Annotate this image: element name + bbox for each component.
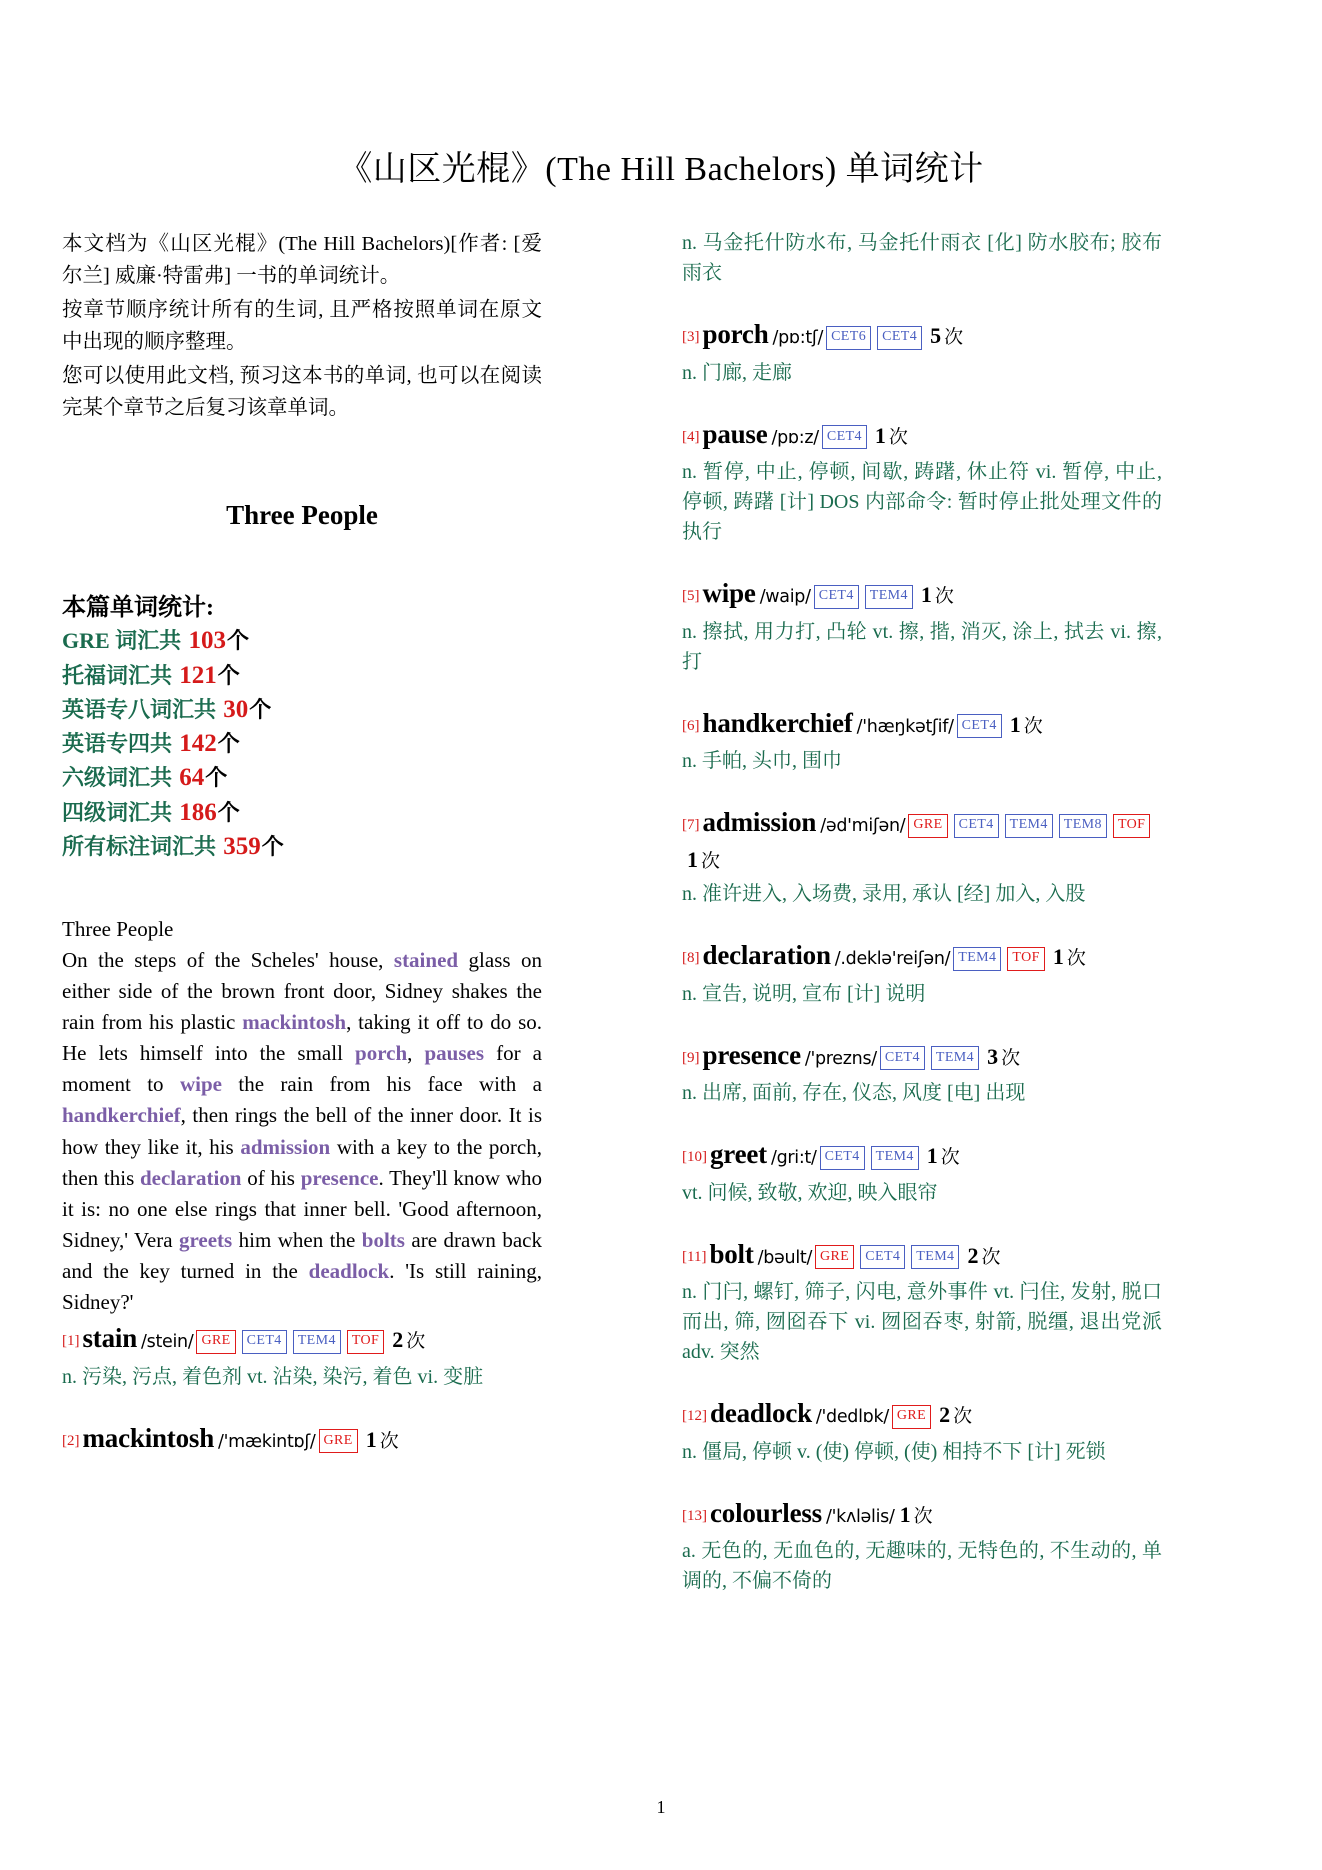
word-headword[interactable]: pause [702, 418, 768, 449]
statistics-list [62, 624, 542, 864]
word-occurrence-unit: 次 [701, 850, 721, 872]
word-definition: vt. 问候, 致敬, 欢迎, 映入眼帘 [682, 1181, 938, 1204]
statistics-label: 四级词汇共 [62, 799, 173, 825]
word-definition: a. 无色的, 无血色的, 无趣味的, 无特色的, 不生动的, 单调的, 不偏不倚的 [682, 1540, 1162, 1592]
word-phonetic: /.deklə'reiʃən/ [834, 949, 951, 969]
word-entry-header [682, 1035, 1162, 1076]
word-level-tag: TEM4 [293, 1330, 341, 1354]
word-occurrence-unit: 次 [379, 1430, 399, 1452]
statistics-label: GRE 词汇共 [62, 628, 182, 654]
story-segment: with a key to the porch, then this [62, 1134, 542, 1190]
story-segment: On the steps of the Scheles' house, [62, 948, 394, 973]
word-level-tag: TEM4 [871, 1146, 919, 1170]
statistics-unit: 个 [249, 696, 272, 722]
word-entry [682, 228, 1162, 288]
statistics-value: 359 [217, 832, 261, 860]
word-headword[interactable]: admission [702, 807, 817, 837]
story-segment: glass on either side of the brown front door, Sidney shakes the rain from his plastic [62, 948, 543, 1035]
two-column-body [62, 228, 1262, 1788]
left-word-entry-list [62, 1318, 542, 1458]
word-phonetic: /bəult/ [757, 1247, 813, 1268]
word-headword[interactable]: deadlock [710, 1398, 812, 1428]
word-entry-header [682, 1493, 1162, 1534]
word-level-tag: TOF [347, 1330, 384, 1354]
word-entry-header [682, 414, 1162, 455]
word-headword[interactable]: stain [82, 1323, 138, 1354]
word-headword[interactable]: bolt [709, 1238, 754, 1269]
word-entry [682, 703, 1162, 777]
word-definition: n. 宣告, 说明, 宣布 [计] 说明 [682, 982, 926, 1005]
word-index: [5] [682, 588, 700, 604]
word-occurrence-unit: 次 [888, 426, 908, 448]
highlighted-word[interactable]: stained [393, 948, 459, 973]
word-occurrence-unit: 次 [1023, 715, 1043, 737]
word-occurrence-unit: 次 [940, 1147, 960, 1168]
story-excerpt [62, 914, 542, 1318]
word-headword[interactable]: greet [710, 1139, 767, 1169]
word-level-tag: GRE [815, 1245, 854, 1269]
story-segment: . They'll know who it is: no one else rings that inner bell. 'Good afternoon, Sidney,' Vera [62, 1165, 542, 1252]
word-headword[interactable]: handkerchief [702, 707, 853, 738]
word-entry [682, 1134, 1162, 1208]
statistics-row [62, 693, 542, 727]
word-phonetic: /'hæŋkətʃif/ [856, 716, 954, 737]
word-occurrence-count: 1 [1052, 944, 1064, 969]
word-occurrence-unit: 次 [953, 1406, 973, 1427]
word-definition: n. 污染, 污点, 着色剂 vt. 沾染, 染污, 着色 vi. 变脏 [62, 1365, 484, 1388]
word-occurrence-count: 1 [899, 1501, 911, 1527]
statistics-row [62, 761, 542, 795]
word-level-tag: CET4 [814, 585, 859, 609]
word-occurrence-unit: 次 [944, 327, 964, 348]
word-level-tag: CET4 [860, 1245, 905, 1269]
statistics-value: 186 [173, 798, 217, 826]
statistics-unit: 个 [217, 662, 240, 688]
word-entry [62, 1318, 542, 1392]
word-occurrence-unit: 次 [981, 1246, 1001, 1268]
word-entry [682, 802, 1162, 909]
word-level-tag: CET4 [820, 1146, 865, 1170]
word-level-tag: TEM4 [1005, 814, 1053, 838]
word-level-tag: TOF [1113, 814, 1150, 838]
word-index: [1] [62, 1333, 80, 1350]
word-phonetic: /'prezns/ [804, 1048, 877, 1069]
left-column [62, 228, 542, 1458]
statistics-label: 英语专四共 [62, 731, 173, 756]
story-segment: him when the [232, 1227, 362, 1252]
word-entry [682, 1234, 1162, 1368]
word-definition: n. 门廊, 走廊 [682, 361, 792, 384]
word-level-tag: TOF [1007, 947, 1044, 971]
intro-paragraph-2: 按章节顺序统计所有的生词, 且严格按照单词在原文中出现的顺序整理。 [62, 298, 542, 354]
statistics-unit: 个 [226, 628, 249, 654]
word-level-tag: CET4 [242, 1330, 287, 1354]
word-occurrence-unit: 次 [406, 1331, 426, 1353]
word-definition: n. 马金托什防水布, 马金托什雨衣 [化] 防水胶布; 胶布雨衣 [682, 232, 1162, 284]
word-index: [6] [682, 717, 700, 734]
word-phonetic: /əd'miʃən/ [820, 816, 906, 836]
highlighted-word[interactable]: mackintosh [242, 1010, 347, 1035]
word-definition: n. 僵局, 停顿 v. (使) 停顿, (使) 相持不下 [计] 死锁 [682, 1440, 1106, 1463]
word-level-tag: GRE [319, 1429, 358, 1453]
word-occurrence-unit: 次 [1066, 948, 1086, 969]
page-number: 1 [656, 1797, 666, 1817]
highlighted-word[interactable]: presence [300, 1165, 379, 1190]
word-headword[interactable]: porch [702, 319, 769, 349]
statistics-label: 六级词汇共 [62, 765, 173, 791]
word-definition: n. 准许进入, 入场费, 录用, 承认 [经] 加入, 入股 [682, 883, 1086, 905]
statistics-unit: 个 [217, 731, 240, 756]
word-phonetic: /'kʌləlis/ [826, 1506, 895, 1527]
word-entry [62, 1418, 542, 1459]
highlighted-word[interactable]: handkerchief [62, 1103, 181, 1128]
page-title: 《山区光棍》(The Hill Bachelors) 单词统计 [338, 150, 984, 188]
word-phonetic: /gri:t/ [770, 1148, 817, 1168]
word-occurrence-count: 2 [392, 1327, 404, 1353]
word-occurrence-count: 1 [687, 846, 698, 872]
word-occurrence-count: 3 [987, 1043, 999, 1069]
highlighted-word[interactable]: porch [355, 1041, 408, 1066]
statistics-row [62, 796, 542, 830]
word-entry-header [682, 573, 1162, 614]
story-segment: , taking it off to do so. He lets himself into the small [62, 1010, 542, 1066]
statistics-value: 121 [173, 661, 217, 689]
word-entry [682, 935, 1162, 1009]
statistics-unit: 个 [261, 833, 284, 859]
word-index: [12] [682, 1408, 707, 1424]
statistics-label: 英语专八词汇共 [62, 696, 217, 722]
word-occurrence-count: 1 [920, 582, 932, 607]
word-index: [3] [682, 329, 700, 345]
word-headword[interactable]: mackintosh [82, 1422, 215, 1453]
word-entry-header [62, 1318, 542, 1359]
word-level-tag: TEM8 [1059, 814, 1107, 838]
highlighted-word[interactable]: admission [240, 1134, 331, 1159]
word-occurrence-count: 1 [1009, 711, 1021, 737]
statistics-row [62, 659, 542, 693]
story-segment: for a moment to [62, 1041, 543, 1097]
word-entry [682, 1493, 1162, 1597]
word-level-tag: GRE [908, 814, 947, 838]
word-entry-header [682, 1393, 1162, 1434]
right-word-entry-list [682, 228, 1162, 1596]
word-level-tag: GRE [196, 1330, 235, 1354]
highlighted-word[interactable]: wipe [179, 1072, 222, 1097]
word-definition: n. 手帕, 头巾, 围巾 [682, 750, 842, 772]
chapter-heading: Three People [226, 500, 378, 531]
word-entry-header [682, 1234, 1162, 1275]
word-entry-header [682, 802, 1162, 876]
word-entry-header [62, 1418, 542, 1459]
word-occurrence-count: 2 [967, 1242, 979, 1268]
story-segment: are drawn back and the key turned in the [62, 1227, 543, 1283]
word-phonetic: /stein/ [141, 1332, 194, 1353]
statistics-row [62, 830, 542, 864]
word-definition: n. 出席, 面前, 存在, 仪态, 风度 [电] 出现 [682, 1082, 1026, 1104]
story-segment: of his [241, 1165, 301, 1190]
highlighted-word[interactable]: pauses [424, 1041, 485, 1066]
word-occurrence-unit: 次 [913, 1505, 933, 1527]
word-level-tag: CET4 [877, 326, 922, 350]
word-entry [682, 1035, 1162, 1109]
statistics-value: 103 [182, 627, 226, 655]
word-occurrence-count: 1 [926, 1143, 938, 1168]
word-level-tag: TEM4 [931, 1046, 979, 1070]
word-occurrence-count: 2 [939, 1402, 951, 1427]
statistics-value: 64 [173, 764, 205, 792]
word-definition: n. 暂停, 中止, 停顿, 间歇, 踌躇, 休止符 vi. 暂停, 中止, 停顿, 踌躇 [计] DOS 内部命令: 暂时停止批处理文件的执行 [682, 461, 1162, 543]
word-entry [682, 414, 1162, 548]
word-phonetic: /'dedlɒk/ [815, 1407, 889, 1427]
statistics-value: 142 [173, 730, 217, 757]
word-phonetic: /pɒ:z/ [771, 427, 819, 448]
word-occurrence-count: 5 [930, 323, 942, 348]
word-entry [682, 573, 1162, 677]
word-headword[interactable]: declaration [702, 940, 831, 970]
word-headword[interactable]: wipe [702, 578, 756, 608]
word-index: [7] [682, 817, 700, 833]
story-text [62, 948, 542, 1314]
story-segment: , [407, 1041, 425, 1066]
word-index: [8] [682, 950, 700, 966]
intro-block [62, 228, 542, 424]
story-segment: . 'Is still raining, Sidney?' [62, 1258, 542, 1314]
word-headword[interactable]: presence [702, 1039, 801, 1070]
word-definition: n. 门闩, 螺钉, 筛子, 闪电, 意外事件 vt. 闩住, 发射, 脱口而出, 筛, 囫囵吞下 vi. 囫囵吞枣, 射箭, 脱缰, 退出党派 adv. 突然 [682, 1281, 1162, 1363]
word-phonetic: /'mækintɒʃ/ [218, 1431, 316, 1452]
statistics-value: 30 [217, 695, 249, 723]
statistics-label: 所有标注词汇共 [62, 833, 217, 859]
word-index: [2] [62, 1432, 80, 1449]
statistics-block [62, 587, 542, 864]
intro-paragraph-3: 您可以使用此文档, 预习这本书的单词, 也可以在阅读完某个章节之后复习该章单词。 [62, 364, 542, 419]
word-index: [4] [682, 428, 700, 445]
word-occurrence-count: 1 [365, 1426, 377, 1452]
highlighted-word[interactable]: declaration [139, 1165, 242, 1190]
right-column [682, 228, 1162, 1596]
word-headword[interactable]: colourless [710, 1497, 822, 1528]
word-entry [682, 314, 1162, 388]
highlighted-word[interactable]: bolts [361, 1227, 405, 1252]
word-level-tag: CET4 [954, 814, 999, 838]
word-level-tag: CET4 [880, 1046, 925, 1070]
word-level-tag: TEM4 [865, 585, 913, 609]
statistics-row [62, 624, 542, 658]
word-phonetic: /waip/ [759, 587, 811, 607]
highlighted-word[interactable]: greets [178, 1227, 233, 1252]
word-level-tag: GRE [892, 1405, 931, 1429]
highlighted-word[interactable]: deadlock [308, 1258, 390, 1283]
word-index: [13] [682, 1507, 707, 1524]
word-entry-header [682, 1134, 1162, 1175]
story-label: Three People [62, 917, 174, 941]
word-index: [10] [682, 1149, 707, 1165]
word-level-tag: TEM4 [911, 1245, 959, 1269]
statistics-label: 托福词汇共 [62, 662, 173, 688]
statistics-heading: 本篇单词统计: [62, 595, 214, 622]
word-definition: n. 擦拭, 用力打, 凸轮 vt. 擦, 揩, 消灭, 涂上, 拭去 vi. 擦, 打 [682, 620, 1162, 673]
word-entry-header [682, 703, 1162, 744]
word-entry [682, 1393, 1162, 1467]
word-occurrence-unit: 次 [1001, 1047, 1021, 1069]
word-index: [9] [682, 1049, 700, 1066]
word-level-tag: CET6 [826, 326, 871, 350]
word-entry-header [682, 314, 1162, 355]
statistics-unit: 个 [205, 765, 228, 791]
word-level-tag: TEM4 [953, 947, 1001, 971]
word-level-tag: CET4 [822, 425, 867, 449]
story-segment: , then rings the bell of the inner door. It is how they like it, his [62, 1103, 542, 1159]
word-index: [11] [682, 1248, 707, 1265]
story-segment: the rain from his face with a [221, 1072, 542, 1097]
word-occurrence-count: 1 [874, 422, 886, 448]
intro-paragraph-1: 本文档为《山区光棍》(The Hill Bachelors)[作者: [爱尔兰] 威廉·特雷弗] 一书的单词统计。 [62, 233, 542, 288]
word-phonetic: /pɒ:tʃ/ [772, 328, 824, 348]
word-level-tag: CET4 [957, 714, 1002, 738]
word-entry-header [682, 935, 1162, 976]
statistics-unit: 个 [217, 799, 240, 825]
statistics-row [62, 727, 542, 761]
word-occurrence-unit: 次 [934, 586, 954, 607]
